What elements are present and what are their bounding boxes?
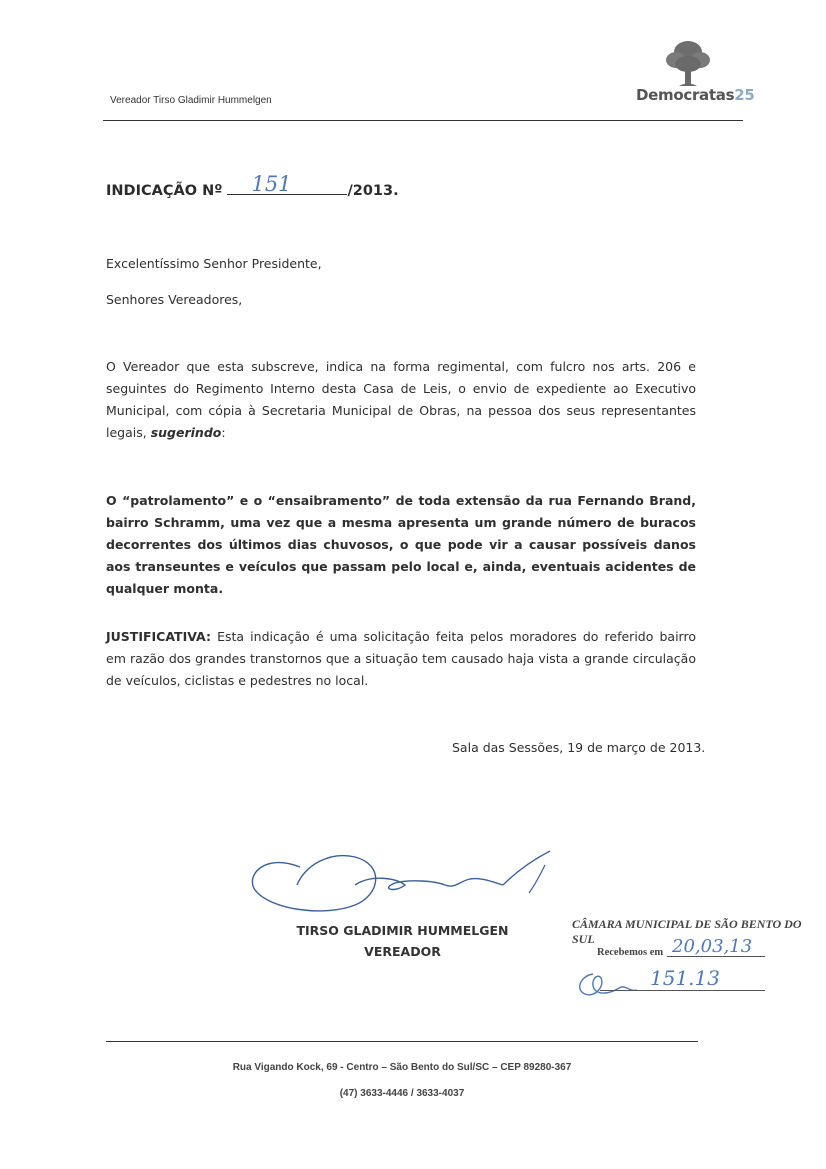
signatory-name: TIRSO GLADIMIR HUMMELGEN (296, 923, 509, 938)
salutation-line-1: Excelentíssimo Senhor Presidente, (106, 256, 322, 271)
place-date: Sala das Sessões, 19 de março de 2013. (452, 740, 706, 755)
number-blank (227, 172, 347, 196)
header-author: Vereador Tirso Gladimir Hummelgen (110, 95, 272, 106)
stamp-title: CÂMARA MUNICIPAL DE SÃO BENTO DO SUL (572, 917, 802, 946)
signature-scribble (245, 845, 555, 920)
request-paragraph: O “patrolamento” e o “ensaibramento” de toda extensão da rua Fernando Brand, bairro Schramm, uma vez que a mesma apresenta um grande número de buracos decorrentes dos últimos dias chuvosos, o que pode vir a causar possíveis danos aos transeuntes e veículos que passam pelo local e, ainda, eventuais acidentes de qualquer monta. (106, 493, 696, 596)
logo-name: Democratas (636, 86, 735, 104)
title-prefix: INDICAÇÃO Nº (106, 183, 223, 199)
signatory-role: VEREADOR (364, 944, 441, 959)
logo-number: 25 (734, 86, 755, 104)
footer-divider (106, 1041, 698, 1042)
justification-label: JUSTIFICATIVA: (106, 629, 211, 644)
intro-paragraph (106, 356, 696, 444)
header-divider (103, 120, 743, 121)
signatory-block (280, 920, 525, 962)
handwritten-number: 151 (251, 172, 292, 196)
stamp-initials-scribble (575, 968, 645, 1000)
stamp-received-date: 20,03,13 (672, 936, 753, 957)
stamp-protocol-line (600, 990, 765, 991)
party-logo-text (636, 86, 754, 104)
salutation-line-2: Senhores Vereadores, (106, 292, 243, 307)
intro-end: : (221, 425, 226, 440)
intro-text: O Vereador que esta subscreve, indica na forma regimental, com fulcro nos arts. 206 e seguintes do Regimento Interno desta Casa de Leis, o envio de expediente ao Executivo Municipal, com cópia à Secretaria Municipal de Obras, na pessoa dos seus representantes legais, (106, 359, 696, 440)
footer-address: Rua Vigando Kock, 69 - Centro – São Bento do Sul/SC – CEP 89280-367 (232, 1062, 572, 1073)
justification-paragraph (106, 626, 696, 692)
document-title (106, 172, 399, 199)
intro-emphasis: sugerindo (150, 425, 222, 440)
title-suffix: /2013. (347, 183, 399, 199)
stamp-protocol-number: 151.13 (650, 966, 720, 990)
justification-text: Esta indicação é uma solicitação feita pelos moradores do referido bairro em razão dos grandes transtornos que a situação tem causado haja vista a grande circulação de veículos, ciclistas e pedestres no local. (106, 629, 696, 688)
stamp-received-label: Recebemos em (597, 947, 664, 958)
tree-logo-icon (662, 38, 714, 90)
footer-phones: (47) 3633-4446 / 3633-4037 (339, 1088, 465, 1099)
